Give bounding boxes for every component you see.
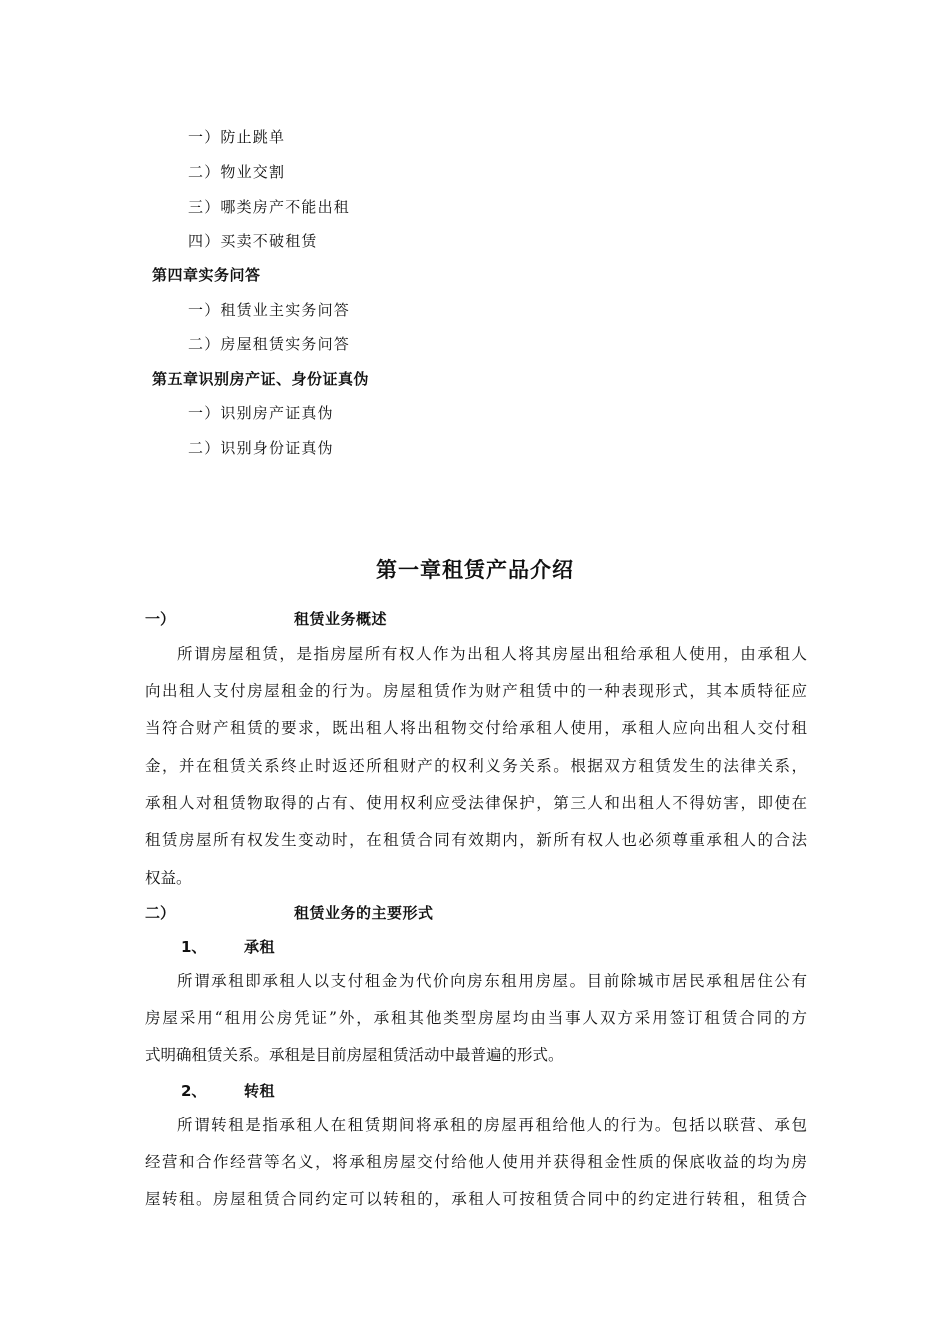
toc-item-verify-id: 二）识别身份证真伪 <box>188 439 334 457</box>
toc-chapter-5: 第五章识别房产证、身份证真伪 <box>152 370 370 388</box>
chapter-title: 第一章租赁产品介绍 <box>376 558 574 582</box>
section-number: 二） <box>145 904 176 922</box>
paragraph-line: 当符合财产租赁的要求，既出租人将出租物交付给承租人使用，承租人应向出租人交付租 <box>145 719 807 737</box>
paragraph-line: 所谓房屋租赁，是指房屋所有权人作为出租人将其房屋出租给承租人使用，由承租人 <box>177 645 807 663</box>
paragraph-line: 屋转租。房屋租赁合同约定可以转租的，承租人可按租赁合同中的约定进行转租，租赁合 <box>145 1190 807 1208</box>
subsection-title: 承租 <box>244 938 276 956</box>
paragraph-line: 所谓承租即承租人以支付租金为代价向房东租用房屋。目前除城市居民承租居住公有 <box>177 972 807 990</box>
toc-item-owner-qa: 一）租赁业主实务问答 <box>188 301 351 319</box>
section-number: 一） <box>145 610 176 628</box>
toc-item-sale-not-break-lease: 四）买卖不破租赁 <box>188 232 318 250</box>
paragraph-line: 租赁房屋所有权发生变动时，在租赁合同有效期内，新所有权人也必须尊重承租人的合法 <box>145 831 807 849</box>
section-title: 租赁业务的主要形式 <box>294 904 434 922</box>
toc-item-verify-deed: 一）识别房产证真伪 <box>188 404 334 422</box>
toc-item-property-handover: 二）物业交割 <box>188 163 286 181</box>
paragraph-line: 权益。 <box>145 869 192 887</box>
subsection-number: 1、 <box>181 938 207 956</box>
paragraph-line: 式明确租赁关系。承租是目前房屋租赁活动中最普遍的形式。 <box>145 1046 564 1064</box>
toc-item-prevent-skip: 一）防止跳单 <box>188 128 286 146</box>
subsection-number: 2、 <box>181 1082 207 1100</box>
paragraph-line: 所谓转租是指承租人在租赁期间将承租的房屋再租给他人的行为。包括以联营、承包 <box>177 1116 807 1134</box>
toc-item-unrentable-property: 三）哪类房产不能出租 <box>188 198 351 216</box>
paragraph-line: 经营和合作经营等名义，将承租房屋交付给他人使用并获得租金性质的保底收益的均为房 <box>145 1153 807 1171</box>
toc-chapter-4: 第四章实务问答 <box>152 266 261 284</box>
paragraph-line: 金，并在租赁关系终止时返还所租财产的权利义务关系。根据双方租赁发生的法律关系， <box>145 757 807 775</box>
subsection-title: 转租 <box>244 1082 276 1100</box>
section-title: 租赁业务概述 <box>294 610 388 628</box>
paragraph-line: 房屋采用“租用公房凭证”外，承租其他类型房屋均由当事人双方采用签订租赁合同的方 <box>145 1009 807 1027</box>
paragraph-line: 向出租人支付房屋租金的行为。房屋租赁作为财产租赁中的一种表现形式，其本质特征应 <box>145 682 807 700</box>
toc-item-rental-qa: 二）房屋租赁实务问答 <box>188 335 351 353</box>
paragraph-line: 承租人对租赁物取得的占有、使用权利应受法律保护，第三人和出租人不得妨害，即使在 <box>145 794 807 812</box>
